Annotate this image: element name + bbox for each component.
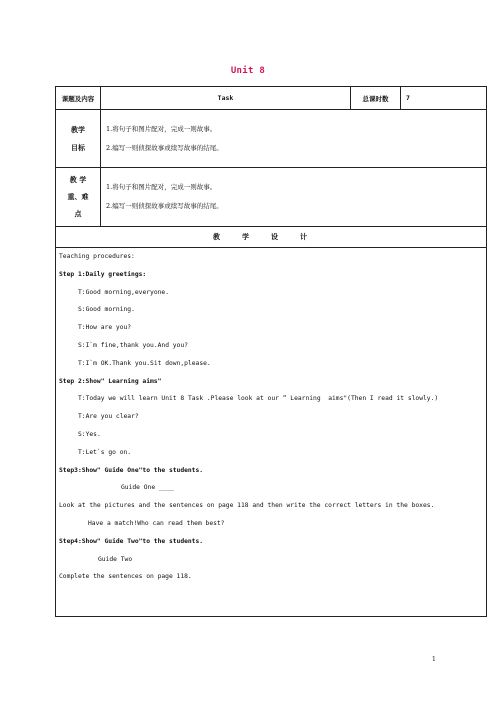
lesson-plan-table — [55, 86, 487, 617]
procedure-line: S:Good morning. — [78, 306, 135, 314]
step-heading: Step3:Show" Guide One"to the students. — [59, 466, 204, 474]
key-points-label — [56, 168, 101, 227]
procedure-line: S:I`m fine,thank you.And you? — [78, 341, 188, 349]
step-heading: Step 2:Show" Learning aims" — [59, 377, 162, 385]
goals-row — [56, 110, 487, 168]
procedure-line: Teaching procedures: — [59, 253, 135, 260]
goals-content — [101, 110, 487, 168]
procedure-line: Guide Two — [98, 555, 133, 563]
procedures-content — [56, 248, 487, 617]
step-heading: Step4:Show" Guide Two"to the students. — [59, 537, 204, 545]
key-label-line1: 教 学 — [69, 176, 87, 184]
procedure-line: S:Yes. — [78, 430, 101, 438]
key-point-item: 2.编写一则侦探故事或续写故事的结尾。 — [106, 202, 223, 210]
key-points-content — [101, 168, 487, 227]
header-topic-label: 课题及内容 — [56, 87, 101, 110]
key-point-item: 1.将句子和图片配对，完成一则故事。 — [106, 183, 217, 191]
page-number: 1 — [432, 656, 436, 663]
procedure-line: T:Today we will learn Unit 8 Task .Please look at our “ Learning aims"(Then I read it slowly.) — [78, 395, 439, 403]
goals-label — [56, 110, 101, 168]
procedure-line: T:Let`s go on. — [78, 448, 132, 456]
procedure-lines — [59, 248, 486, 586]
goals-label-line1: 教学 — [71, 125, 85, 134]
procedure-line: T:I`m OK.Thank you.Sit down,please. — [78, 359, 211, 367]
header-topic-value: Task — [101, 87, 351, 110]
document-title: Unit 8 — [230, 66, 266, 76]
key-label-line2: 重、难 — [67, 193, 89, 201]
design-header: 教学设计 — [56, 227, 487, 248]
goal-item: 1.将句子和图片配对，完成一则故事。 — [106, 124, 217, 133]
procedure-line: Guide One ____ — [121, 484, 175, 492]
header-hours-label: 总课时数 — [351, 87, 401, 110]
procedure-line: Look at the pictures and the sentences on page 118 and then write the correct letters in the boxes. — [59, 502, 435, 510]
procedure-line: Complete the sentences on page 118. — [59, 573, 192, 581]
procedure-line: T:Good morning,everyone. — [78, 288, 169, 296]
procedure-line: T:How are you? — [78, 324, 132, 332]
goals-label-line2: 目标 — [71, 143, 85, 152]
goal-item: 2.编写一则侦探故事或续写故事的结尾。 — [106, 143, 223, 152]
design-header-row — [56, 227, 487, 248]
header-hours-value: 7 — [401, 87, 487, 110]
step-heading: Step 1:Daily greetings: — [59, 270, 147, 278]
key-label-line3: 点 — [74, 210, 82, 218]
key-points-row — [56, 168, 487, 227]
procedure-line: Have a match!Who can read them best? — [88, 519, 225, 527]
procedures-row — [56, 248, 487, 617]
header-row — [56, 87, 487, 110]
procedure-line: T:Are you clear? — [78, 413, 139, 421]
